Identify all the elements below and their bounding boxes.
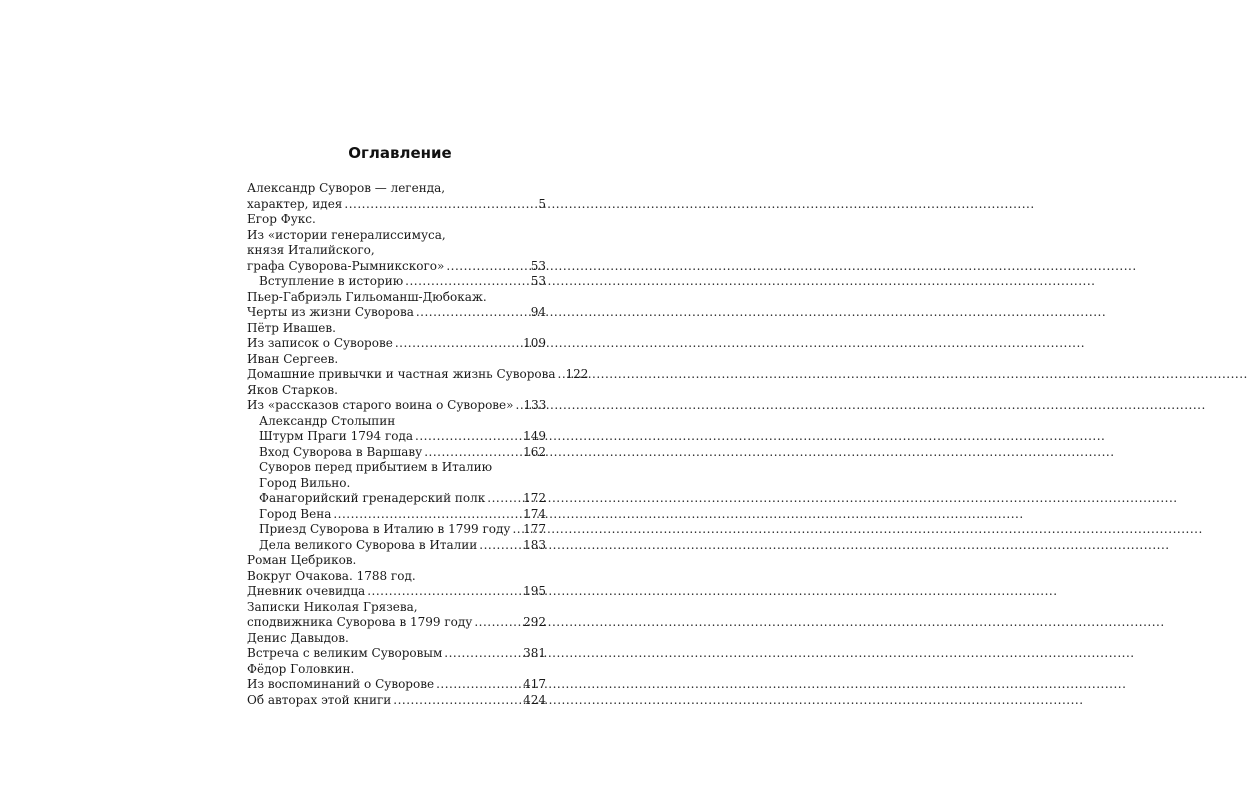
toc-entry <box>247 538 546 554</box>
toc-entry <box>247 352 546 368</box>
toc-entry-page-number: 183 <box>523 537 546 552</box>
toc-entry-page-number: 172 <box>523 491 546 505</box>
toc-entry-page-number: 53 <box>530 258 546 273</box>
toc-entry <box>247 367 589 383</box>
dot-leader <box>558 367 564 383</box>
dot-leader <box>395 336 521 352</box>
toc-entry-page-number: 5 <box>538 196 546 211</box>
dot-leader <box>512 522 521 538</box>
toc-entry-title: Черты из жизни Суворова <box>247 305 414 319</box>
toc-entry <box>247 305 546 321</box>
toc-entry <box>247 321 546 337</box>
toc-entry-title: Записки Николая Грязева, <box>247 599 418 614</box>
dot-leader <box>367 584 521 600</box>
toc-entry <box>247 677 546 693</box>
dot-leader <box>344 197 536 213</box>
dot-leader <box>405 274 529 290</box>
toc-entry <box>247 383 546 399</box>
toc-entry-page-number: 94 <box>530 305 546 319</box>
toc-entry-page-number: 381 <box>523 646 546 660</box>
toc-entry <box>247 662 546 678</box>
dot-leader <box>424 445 521 461</box>
toc-entry <box>247 228 546 244</box>
toc-entry-title: Фанагорийский гренадерский полк <box>259 491 486 505</box>
toc-entry <box>247 197 546 213</box>
toc-entry-title: Об авторах этой книги <box>247 692 392 707</box>
toc-entry <box>247 414 546 430</box>
toc-entry-page-number: 177 <box>523 522 546 536</box>
toc-entry <box>247 631 546 647</box>
toc-entry-title: сподвижника Суворова в 1799 году <box>247 615 473 629</box>
toc-entry <box>247 569 546 585</box>
toc-entry <box>247 507 546 523</box>
toc-entry <box>247 336 546 352</box>
toc-entry-title: Егор Фукс. <box>247 212 316 226</box>
toc-entry-page-number: 53 <box>530 274 546 288</box>
toc-entry <box>247 476 546 492</box>
toc-entry-title: Вход Суворова в Варшаву <box>259 444 423 459</box>
toc-entry <box>247 181 546 197</box>
toc-entry <box>247 615 546 631</box>
toc-entry-page-number: 417 <box>523 677 546 691</box>
dot-leader <box>415 429 521 445</box>
toc-entry-title: Денис Давыдов. <box>247 630 349 645</box>
toc-entry <box>247 243 546 259</box>
toc-entry-page-number: 122 <box>565 367 589 381</box>
toc-entry-title: графа Суворова-Рымникского» <box>247 258 445 273</box>
dot-leader <box>444 646 521 662</box>
dot-leader <box>516 398 522 414</box>
toc-entry <box>247 646 546 662</box>
toc-entry <box>247 460 546 476</box>
toc-entry-page-number: 174 <box>523 506 546 521</box>
toc-entry-title: Город Вена <box>259 506 332 521</box>
toc-entry <box>247 553 546 569</box>
toc-entry-page-number: 424 <box>523 692 546 707</box>
toc-entry-title: Александр Суворов — легенда, <box>247 181 446 195</box>
toc-entry-page-number: 292 <box>523 615 546 629</box>
dot-leader <box>479 538 521 554</box>
toc-entry-title: Суворов перед прибытием в Италию <box>259 460 493 474</box>
dot-leader <box>474 615 521 631</box>
toc-entry <box>247 259 546 275</box>
toc-entry-page-number: 195 <box>523 584 546 598</box>
toc-entry-title: Из воспоминаний о Суворове <box>247 677 435 691</box>
toc-entry-title: Город Вильно. <box>259 475 351 490</box>
table-of-contents <box>247 181 589 708</box>
toc-entry <box>247 212 546 228</box>
toc-entry-title: характер, идея <box>247 196 343 211</box>
toc-entry-title: Вокруг Очакова. 1788 год. <box>247 568 416 583</box>
toc-entry-title: Дневник очевидца <box>247 584 366 598</box>
toc-entry-title: Приезд Суворова в Италию в 1799 году <box>259 522 511 536</box>
toc-entry-title: Пьер-Габриэль Гильоманш-Дюбокаж. <box>247 289 487 304</box>
toc-entry <box>247 429 546 445</box>
toc-entry-title: Иван Сергеев. <box>247 351 339 366</box>
toc-entry-title: князя Италийского, <box>247 243 375 257</box>
page-title: Оглавление <box>348 144 452 162</box>
toc-entry <box>247 693 546 709</box>
toc-entry-title: Пётр Ивашев. <box>247 320 336 335</box>
dot-leader <box>333 507 521 523</box>
toc-entry <box>247 290 546 306</box>
toc-entry-title: Встреча с великим Суворовым <box>247 646 443 660</box>
toc-entry-title: Дела великого Суворова в Италии <box>259 537 478 552</box>
toc-entry-title: Домашние привычки и частная жизнь Суворова <box>247 367 556 381</box>
toc-entry-title: Из «истории генералиссимуса, <box>247 227 446 242</box>
toc-entry-title: Роман Цебриков. <box>247 553 357 567</box>
dot-leader <box>416 305 529 321</box>
toc-entry <box>247 274 546 290</box>
dot-leader <box>446 259 528 275</box>
toc-entry <box>247 398 546 414</box>
toc-entry-title: Штурм Праги 1794 года <box>259 429 414 443</box>
toc-entry-page-number: 149 <box>523 429 546 443</box>
dot-leader <box>393 693 521 709</box>
toc-entry-title: Александр Столыпин <box>259 413 396 428</box>
toc-entry-page-number: 133 <box>523 398 547 412</box>
toc-entry-page-number: 109 <box>523 336 546 350</box>
toc-entry-title: Из «рассказов старого воина о Суворове» <box>247 398 514 412</box>
toc-entry-title: Фёдор Головкин. <box>247 661 355 676</box>
toc-entry-title: Вступление в историю <box>259 274 404 288</box>
toc-entry <box>247 491 546 507</box>
toc-entry-title: Из записок о Суворове <box>247 336 393 350</box>
dot-leader <box>487 491 521 507</box>
toc-entry <box>247 445 546 461</box>
toc-entry-page-number: 162 <box>523 444 546 459</box>
toc-entry-title: Яков Старков. <box>247 382 338 397</box>
toc-entry <box>247 600 546 616</box>
toc-entry <box>247 584 546 600</box>
toc-entry <box>247 522 546 538</box>
dot-leader <box>436 677 521 693</box>
